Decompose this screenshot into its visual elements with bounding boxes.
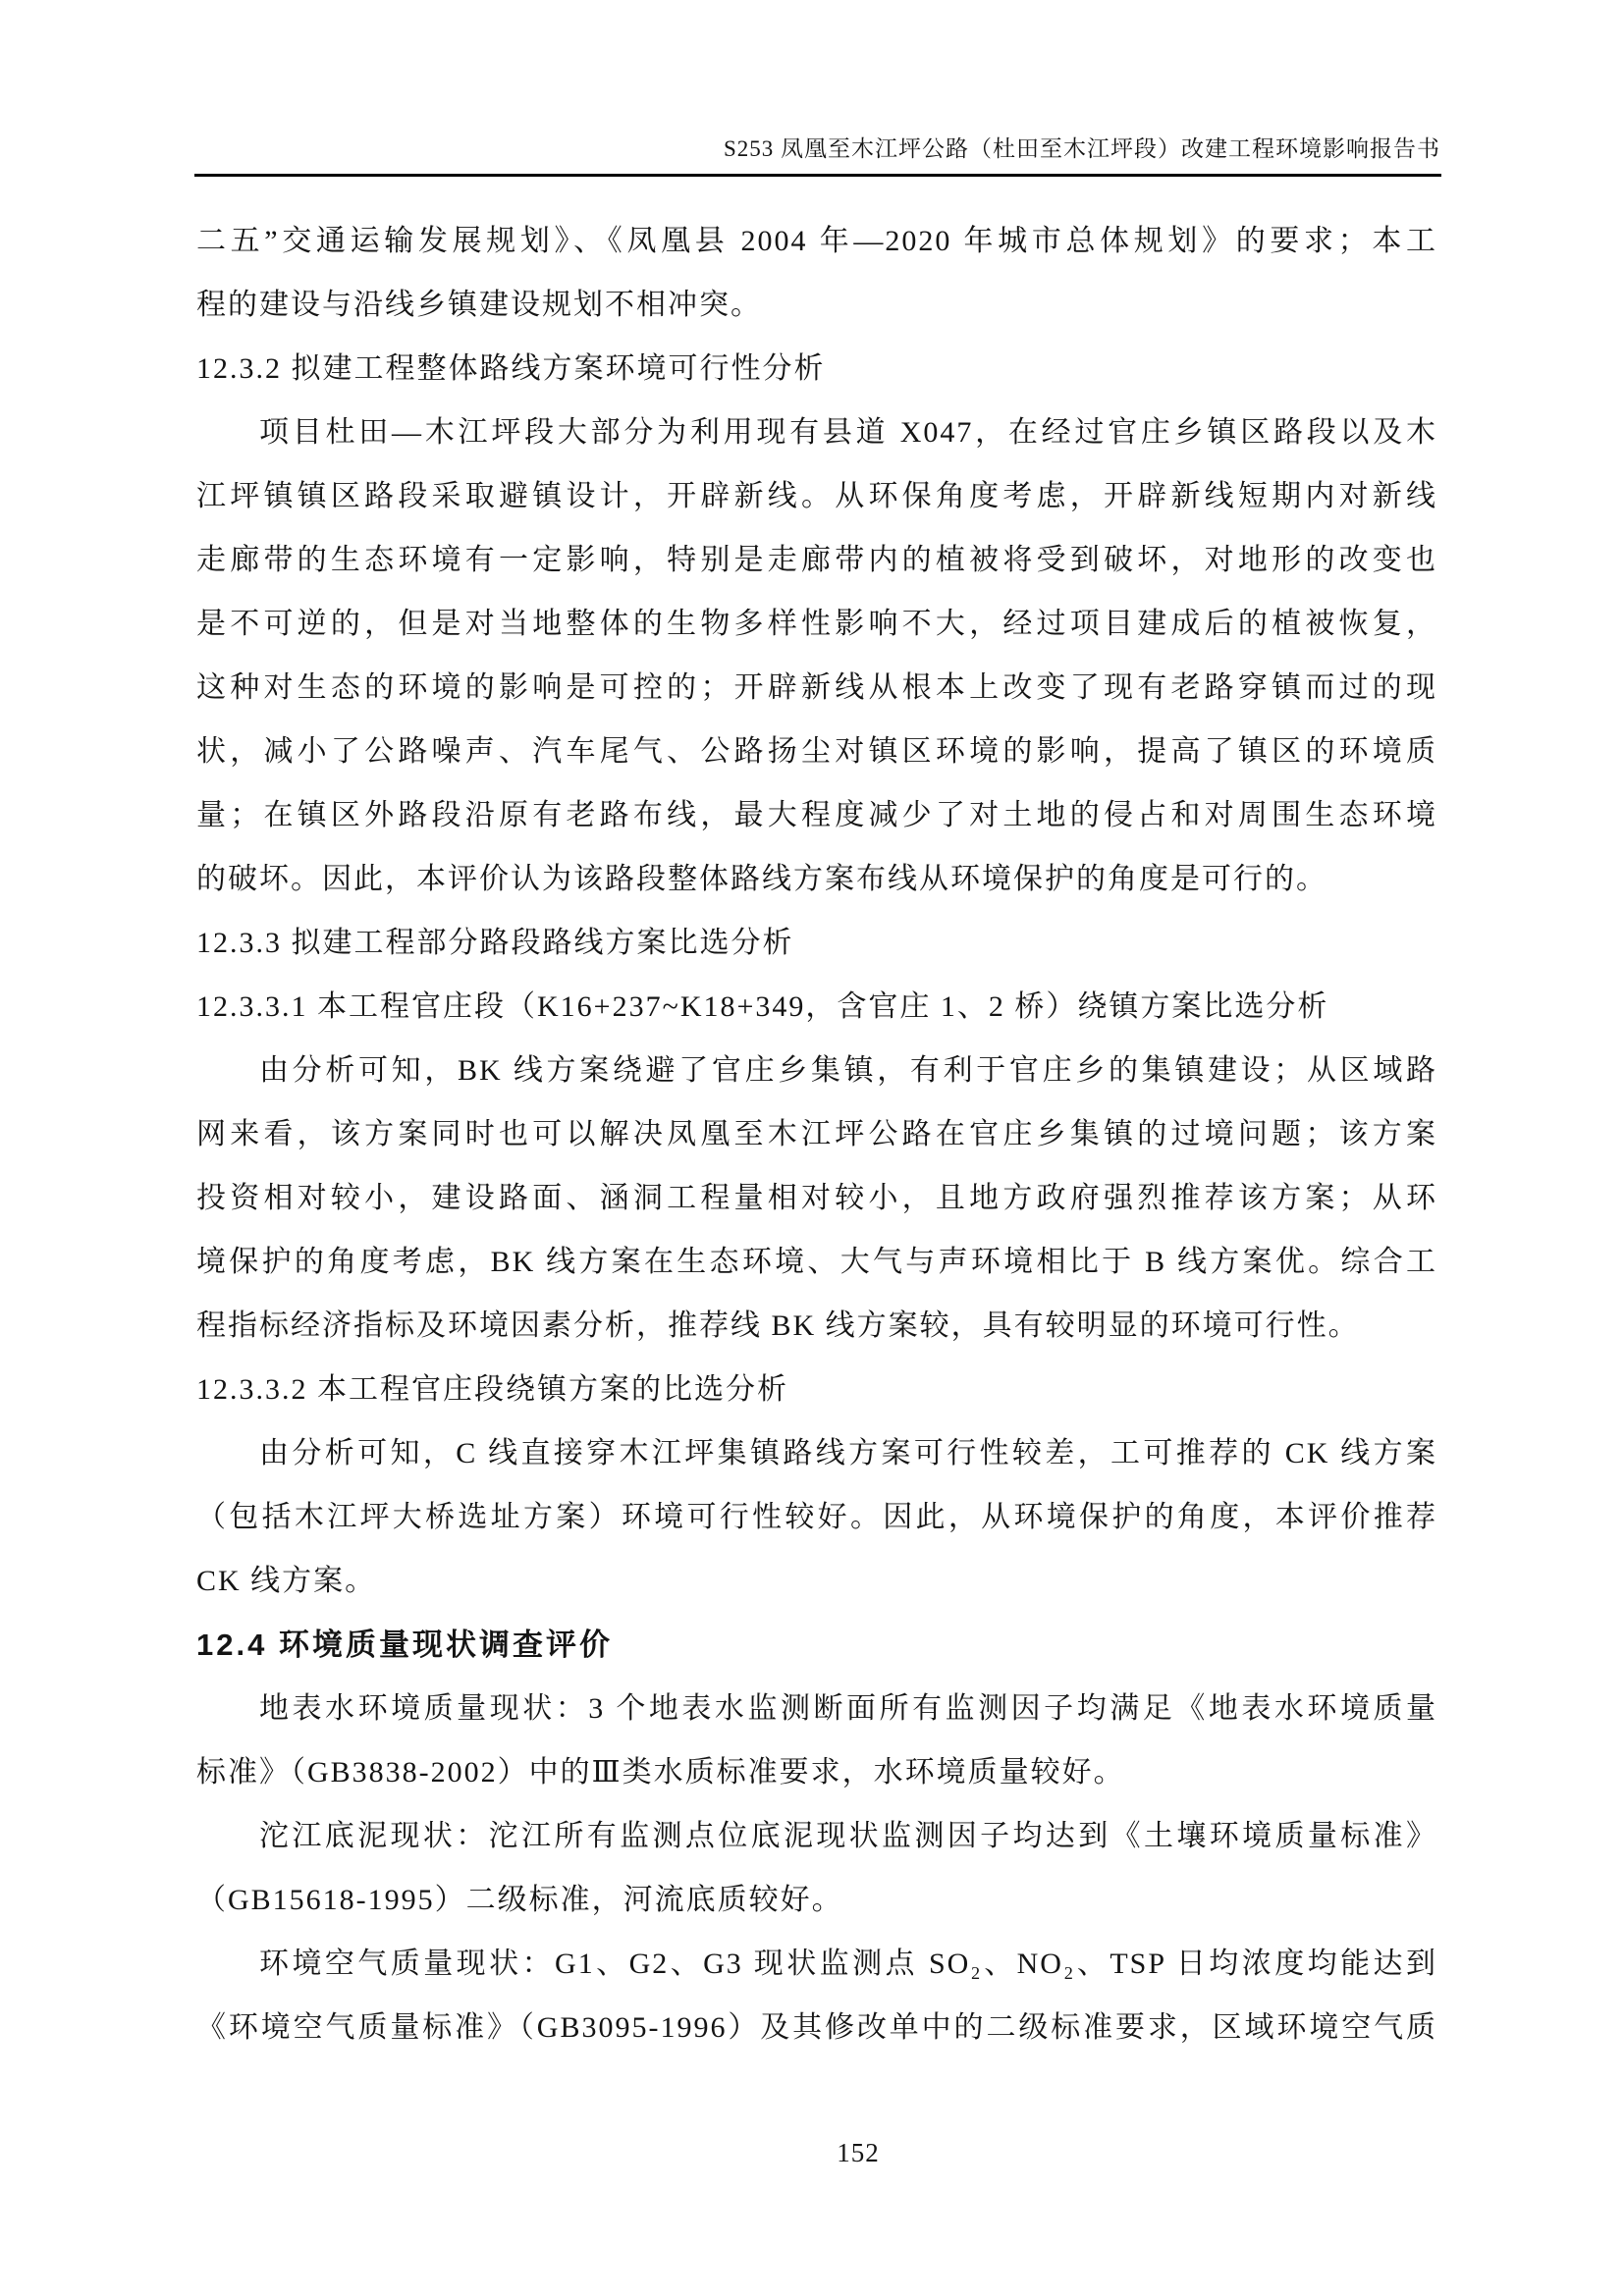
text-line: 量；在镇区外路段沿原有老路布线，最大程度减少了对土地的侵占和对周围生态环境 bbox=[196, 799, 1437, 831]
text-line: 12.3.3.1 本工程官庄段（K16+237~K18+349，含官庄 1、2 桥）绕镇方案比选分析 bbox=[196, 990, 1329, 1023]
para-ck-line-comparison bbox=[196, 1421, 1437, 1613]
text-line: 境保护的角度考虑，BK 线方案在生态环境、大气与声环境相比于 B 线方案优。综合工 bbox=[196, 1246, 1437, 1278]
text-line: （GB15618-1995）二级标准，河流底质较好。 bbox=[196, 1884, 843, 1916]
text-line: 12.3.3 拟建工程部分路段路线方案比选分析 bbox=[196, 927, 794, 959]
text-line: 标准》（GB3838-2002）中的Ⅲ类水质标准要求，水环境质量较好。 bbox=[196, 1756, 1125, 1789]
para-bk-line-comparison bbox=[196, 1039, 1437, 1358]
page-footer bbox=[196, 2138, 1437, 2168]
text-line: 地表水环境质量现状：3 个地表水监测断面所有监测因子均满足《地表水环境质量 bbox=[259, 1692, 1437, 1725]
page-number: 152 bbox=[837, 2138, 880, 2167]
document-body bbox=[196, 209, 1437, 2059]
text-line: 江坪镇镇区路段采取避镇设计，开辟新线。从环保角度考虑，开辟新线短期内对新线 bbox=[196, 480, 1437, 512]
para-air-quality-status bbox=[196, 1932, 1437, 2059]
text-line: 12.3.2 拟建工程整体路线方案环境可行性分析 bbox=[196, 352, 826, 385]
para-tuojiang-sediment-status bbox=[196, 1804, 1437, 1932]
text-line: （包括木江坪大桥选址方案）环境可行性较好。因此，从环境保护的角度，本评价推荐 bbox=[196, 1501, 1437, 1533]
text-line: 程的建设与沿线乡镇建设规划不相冲突。 bbox=[196, 289, 762, 321]
heading-12-4 bbox=[196, 1613, 1437, 1677]
text-line: 网来看，该方案同时也可以解决凤凰至木江坪公路在官庄乡集镇的过境问题；该方案 bbox=[196, 1118, 1437, 1150]
header-title: S253 凤凰至木江坪公路（杜田至木江坪段）改建工程环境影响报告书 bbox=[723, 136, 1440, 161]
text-line: 状，减小了公路噪声、汽车尾气、公路扬尘对镇区环境的影响，提高了镇区的环境质 bbox=[196, 735, 1437, 768]
header-rule bbox=[194, 174, 1441, 177]
text-line: 是不可逆的，但是对当地整体的生物多样性影响不大，经过项目建成后的植被恢复， bbox=[196, 608, 1437, 640]
heading-12-3-3-1 bbox=[196, 975, 1437, 1039]
text-line: 走廊带的生态环境有一定影响，特别是走廊带内的植被将受到破坏，对地形的改变也 bbox=[196, 544, 1437, 576]
para-surface-water-status bbox=[196, 1677, 1437, 1804]
para-planning-consistency bbox=[196, 209, 1437, 337]
text-line: 由分析可知，C 线直接穿木江坪集镇路线方案可行性较差，工可推荐的 CK 线方案 bbox=[259, 1437, 1437, 1469]
text-line: 12.3.3.2 本工程官庄段绕镇方案的比选分析 bbox=[196, 1373, 788, 1406]
text-line: 12.4 环境质量现状调查评价 bbox=[196, 1628, 613, 1662]
text-line: 这种对生态的环境的影响是可控的；开辟新线从根本上改变了现有老路穿镇而过的现 bbox=[196, 671, 1437, 704]
heading-12-3-2 bbox=[196, 337, 1437, 400]
text-line: 程指标经济指标及环境因素分析，推荐线 BK 线方案较，具有较明显的环境可行性。 bbox=[196, 1309, 1360, 1342]
text-line: 《环境空气质量标准》（GB3095-1996）及其修改单中的二级标准要求，区域环境空气质 bbox=[196, 2011, 1437, 2044]
text-line: CK 线方案。 bbox=[196, 1565, 377, 1597]
text-line: 的破坏。因此，本评价认为该路段整体路线方案布线从环境保护的角度是可行的。 bbox=[196, 863, 1327, 895]
heading-12-3-3 bbox=[196, 911, 1437, 975]
text-line: 投资相对较小，建设路面、涵洞工程量相对较小，且地方政府强烈推荐该方案；从环 bbox=[196, 1182, 1437, 1214]
text-line: 二五”交通运输发展规划》、《凤凰县 2004 年—2020 年城市总体规划》的要求；本工 bbox=[196, 225, 1437, 257]
text-line: 沱江底泥现状：沱江所有监测点位底泥现状监测因子均达到《土壤环境质量标准》 bbox=[259, 1820, 1437, 1852]
page-header bbox=[196, 133, 1440, 165]
text-line: 由分析可知，BK 线方案绕避了官庄乡集镇，有利于官庄乡的集镇建设；从区域路 bbox=[259, 1054, 1437, 1087]
heading-12-3-3-2 bbox=[196, 1358, 1437, 1421]
para-overall-route-feasibility bbox=[196, 400, 1437, 911]
text-line: 环境空气质量现状：G1、G2、G3 现状监测点 SO₂、NO₂、TSP 日均浓度均能达到 bbox=[259, 1948, 1437, 1980]
text-line: 项目杜田—木江坪段大部分为利用现有县道 X047，在经过官庄乡镇区路段以及木 bbox=[259, 416, 1437, 449]
